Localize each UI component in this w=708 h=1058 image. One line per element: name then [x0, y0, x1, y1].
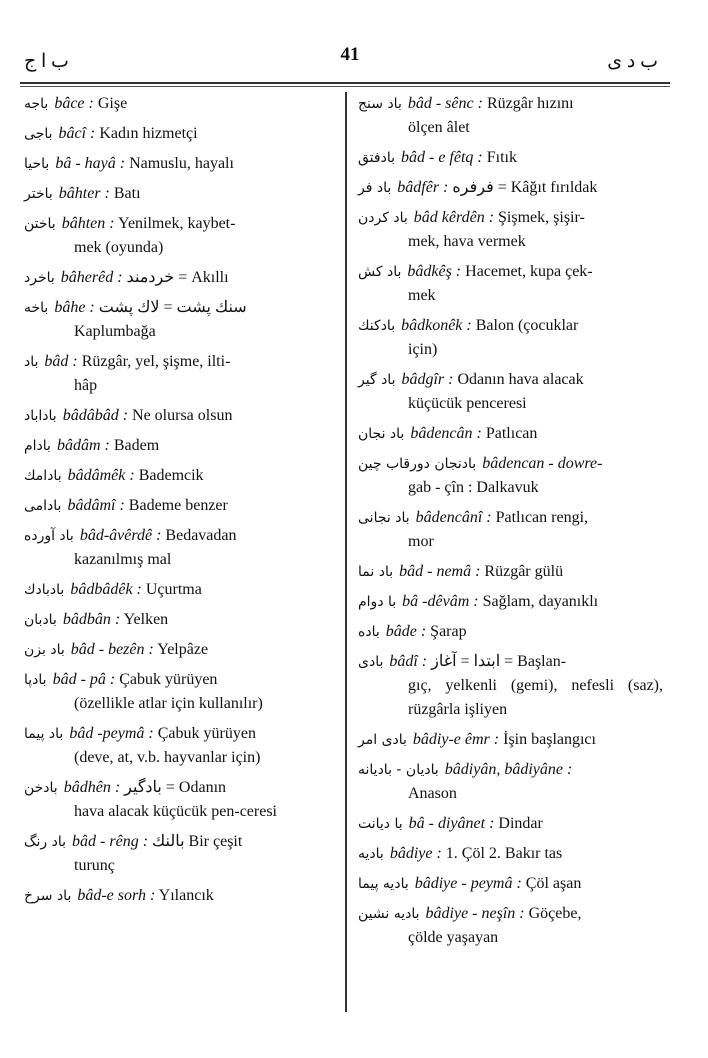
arabic-script-headword: با دیانت	[358, 816, 403, 832]
dictionary-entry	[358, 590, 663, 614]
transliterated-headword: bâ - hayâ :	[55, 155, 126, 172]
definition-continuation: için)	[408, 341, 438, 358]
definition: Rüzgâr, yel, şişme, ilti-	[81, 353, 231, 370]
definition: Bedavadan	[165, 527, 237, 544]
transliterated-headword: bâhter :	[58, 185, 110, 202]
definition: Uçurtma	[145, 581, 202, 598]
dictionary-entry	[24, 494, 336, 518]
transliterated-headword: bâd :	[44, 353, 78, 370]
dictionary-entry	[24, 608, 336, 632]
transliterated-headword: bâdencânî :	[415, 509, 492, 526]
dictionary-entry	[24, 404, 336, 428]
transliterated-headword: bâherêd :	[60, 269, 123, 286]
arabic-script-headword: باد بزن	[24, 642, 65, 658]
dictionary-entry	[24, 524, 336, 572]
transliterated-headword: bâdiy-e êmr :	[412, 731, 500, 748]
definition: Çabuk yürüyen	[119, 671, 218, 688]
transliterated-headword: bâdkonêk :	[401, 317, 472, 334]
transliterated-headword: bâd kêrdên :	[413, 209, 495, 226]
arabic-script-headword: بادیه نشین	[358, 906, 420, 922]
page-number: 41	[340, 44, 360, 65]
dictionary-entry	[24, 776, 336, 824]
transliterated-headword: bâd-âvêrdê :	[79, 527, 162, 544]
definition: Ne olursa olsun	[132, 407, 233, 424]
dictionary-entry	[24, 830, 336, 878]
definition: Fıtık	[486, 149, 517, 166]
column-divider	[345, 92, 347, 1012]
transliterated-headword: bâd - rêng :	[72, 833, 149, 850]
transliterated-headword: bâd - sênc :	[407, 95, 483, 112]
arabic-script-headword: بادیان - بادیانه	[358, 762, 439, 778]
dictionary-entry	[24, 152, 336, 176]
definition: ابتدا = آغاز = Başlan-	[431, 653, 567, 670]
dictionary-entry	[358, 422, 663, 446]
dictionary-entry	[24, 464, 336, 488]
definition-continuation: Kaplumbağa	[74, 323, 156, 340]
dictionary-entry	[358, 260, 663, 308]
dictionary-entry	[24, 434, 336, 458]
arabic-script-headword: بادفتق	[358, 150, 395, 166]
transliterated-headword: bâdencan - dowre-	[482, 455, 603, 472]
definition: خردمند = Akıllı	[126, 269, 229, 286]
definition: Dindar	[498, 815, 543, 832]
transliterated-headword: bâ - diyânet :	[408, 815, 495, 832]
transliterated-headword: bâdhên :	[63, 779, 121, 796]
dictionary-entry	[358, 560, 663, 584]
dictionary-entry	[24, 578, 336, 602]
definition: Şarap	[430, 623, 467, 640]
definition: Bademe benzer	[128, 497, 228, 514]
arabic-script-headword: بادکنك	[358, 318, 396, 334]
arabic-script-headword: بادخن	[24, 780, 58, 796]
transliterated-headword: bâdâbâd :	[62, 407, 129, 424]
definition: Göçebe,	[528, 905, 582, 922]
arabic-script-headword: باده	[358, 624, 380, 640]
arabic-script-headword: باخه	[24, 300, 49, 316]
definition: Patlıcan rengi,	[495, 509, 589, 526]
arabic-script-headword: بادیه پیما	[358, 876, 409, 892]
definition: Yılancık	[158, 887, 214, 904]
arabic-script-headword: باد آورده	[24, 528, 74, 544]
arabic-script-headword: بادی امر	[358, 732, 407, 748]
dictionary-entry	[358, 368, 663, 416]
transliterated-headword: bâd-e sorh :	[77, 887, 156, 904]
transliterated-headword: bâdgîr :	[401, 371, 454, 388]
dictionary-entry	[24, 182, 336, 206]
transliterated-headword: bâdencân :	[410, 425, 482, 442]
definition: Yelken	[123, 611, 169, 628]
dictionary-entry	[358, 176, 663, 200]
transliterated-headword: bâde :	[385, 623, 427, 640]
dictionary-entry	[358, 620, 663, 644]
definition-continuation: mor	[408, 533, 434, 550]
definition: Gişe	[97, 95, 128, 112]
transliterated-headword: bâdâmî :	[67, 497, 125, 514]
left-column	[24, 92, 336, 914]
definition: Rüzgâr hızını	[486, 95, 574, 112]
arabic-script-headword: باجه	[24, 96, 49, 112]
dictionary-entry	[24, 884, 336, 908]
arabic-script-headword: باد سنج	[358, 96, 402, 112]
definition-continuation: Anason	[408, 785, 457, 802]
transliterated-headword: bâd - pâ :	[52, 671, 116, 688]
header-rule	[20, 82, 670, 84]
transliterated-headword: bâd - e fêtq :	[401, 149, 483, 166]
dictionary-entry	[358, 452, 663, 500]
arabic-script-headword: بادبادك	[24, 582, 65, 598]
transliterated-headword: bâdiye - peymâ :	[414, 875, 522, 892]
arabic-script-headword: باد کش	[358, 264, 402, 280]
definition: بالنك Bir çeşit	[152, 833, 243, 850]
dictionary-entry	[358, 92, 663, 140]
page-header	[0, 0, 708, 90]
definition-continuation: hâp	[74, 377, 98, 394]
header-left-guide: ب ا ج	[24, 51, 69, 72]
right-column	[358, 92, 663, 956]
dictionary-entry	[358, 812, 663, 836]
arabic-script-headword: باد فر	[358, 180, 392, 196]
transliterated-headword: bâdâmêk :	[67, 467, 135, 484]
definition: Çöl aşan	[525, 875, 582, 892]
transliterated-headword: bâdbân :	[62, 611, 121, 628]
definition: Odanın hava alacak	[457, 371, 584, 388]
arabic-script-headword: بادامی	[24, 498, 62, 514]
definition: İşin başlangıcı	[503, 731, 596, 748]
definition-continuation: mek (oyunda)	[74, 239, 164, 256]
arabic-script-headword: باد	[24, 354, 39, 370]
transliterated-headword: bâdfêr :	[397, 179, 449, 196]
dictionary-entry	[24, 122, 336, 146]
definition-continuation: (özellikle atlar için kullanılır)	[74, 695, 263, 712]
arabic-script-headword: بادیه	[358, 846, 384, 862]
transliterated-headword: bâdî :	[389, 653, 428, 670]
dictionary-entry	[24, 92, 336, 116]
transliterated-headword: bâhten :	[61, 215, 115, 232]
transliterated-headword: bâdbâdêk :	[70, 581, 142, 598]
transliterated-headword: bâcî :	[58, 125, 96, 142]
dictionary-entry	[358, 650, 663, 722]
dictionary-entry	[358, 872, 663, 896]
definition: Badem	[113, 437, 160, 454]
transliterated-headword: bâdiye - neşîn :	[425, 905, 525, 922]
transliterated-headword: bâ -dêvâm :	[402, 593, 479, 610]
arabic-script-headword: باداباد	[24, 408, 57, 424]
definition: Namuslu, hayalı	[129, 155, 234, 172]
definition-continuation: turunç	[74, 857, 115, 874]
arabic-script-headword: باد نما	[358, 564, 394, 580]
arabic-script-headword: باختر	[24, 186, 53, 202]
arabic-script-headword: باد نجانی	[358, 510, 410, 526]
arabic-script-headword: بادپا	[24, 672, 47, 688]
definition: Hacemet, kupa çek-	[465, 263, 593, 280]
arabic-script-headword: بادبان	[24, 612, 57, 628]
transliterated-headword: bâdâm :	[56, 437, 110, 454]
transliterated-headword: bâhe :	[54, 299, 95, 316]
arabic-script-headword: باد سرخ	[24, 888, 72, 904]
dictionary-entry	[358, 758, 663, 806]
arabic-script-headword: باد کردن	[358, 210, 408, 226]
definition: فرفره = Kâğıt fırıldak	[452, 179, 598, 196]
dictionary-entry	[24, 668, 336, 716]
definition-continuation: ölçen âlet	[408, 119, 470, 136]
definition: Balon (çocuklar	[475, 317, 579, 334]
header-right-guide: ب د ى	[607, 51, 658, 72]
arabic-script-headword: باختن	[24, 216, 56, 232]
definition-continuation: gab - çîn : Dalkavuk	[408, 479, 539, 496]
definition-continuation: gıç, yelkenli (gemi), nefesli (saz), rüzgârla işliyen	[408, 677, 663, 718]
definition-continuation: hava alacak küçücük pen-ceresi	[74, 803, 277, 820]
definition: Patlıcan	[485, 425, 538, 442]
dictionary-entry	[24, 212, 336, 260]
dictionary-entry	[358, 314, 663, 362]
definition-continuation: mek, hava vermek	[408, 233, 526, 250]
dictionary-entry	[24, 350, 336, 398]
definition: Çabuk yürüyen	[157, 725, 256, 742]
dictionary-entry	[24, 722, 336, 770]
arabic-script-headword: بادنجان دورقاب چین	[358, 456, 477, 472]
definition: Rüzgâr gülü	[484, 563, 564, 580]
arabic-script-headword: باحیا	[24, 156, 50, 172]
dictionary-entry	[358, 206, 663, 254]
definition: Kadın hizmetçi	[99, 125, 198, 142]
arabic-script-headword: باد نجان	[358, 426, 405, 442]
arabic-script-headword: باد گیر	[358, 372, 396, 388]
definition: Yelpâze	[157, 641, 209, 658]
header-rule-thin	[20, 86, 670, 87]
arabic-script-headword: بادام	[24, 438, 51, 454]
definition-continuation: kazanılmış mal	[74, 551, 172, 568]
definition-continuation: çölde yaşayan	[408, 929, 499, 946]
definition: سنك پشت = لاك پشت	[98, 299, 247, 316]
definition: Yenilmek, kaybet-	[117, 215, 236, 232]
transliterated-headword: bâdiyân, bâdiyâne :	[444, 761, 573, 778]
arabic-script-headword: باد پیما	[24, 726, 64, 742]
arabic-script-headword: با دوام	[358, 594, 397, 610]
definition: Batı	[113, 185, 141, 202]
definition: 1. Çöl 2. Bakır tas	[445, 845, 563, 862]
definition: Bademcik	[138, 467, 204, 484]
dictionary-entry	[24, 638, 336, 662]
transliterated-headword: bâd - bezên :	[70, 641, 154, 658]
dictionary-entry	[358, 146, 663, 170]
dictionary-entry	[358, 728, 663, 752]
transliterated-headword: bâce :	[54, 95, 94, 112]
transliterated-headword: bâdiye :	[389, 845, 442, 862]
definition-continuation: küçücük penceresi	[408, 395, 527, 412]
dictionary-entry	[358, 506, 663, 554]
arabic-script-headword: باخرد	[24, 270, 55, 286]
definition: بادگیر = Odanın	[124, 779, 227, 796]
arabic-script-headword: بادی	[358, 654, 384, 670]
definition: Şişmek, şişir-	[498, 209, 585, 226]
dictionary-entry	[358, 902, 663, 950]
definition-continuation: mek	[408, 287, 436, 304]
definition: Sağlam, dayanıklı	[482, 593, 599, 610]
dictionary-entry	[24, 296, 336, 344]
arabic-script-headword: باجی	[24, 126, 53, 142]
definition-continuation: (deve, at, v.b. hayvanlar için)	[74, 749, 261, 766]
transliterated-headword: bâd - nemâ :	[399, 563, 481, 580]
dictionary-entry	[358, 842, 663, 866]
arabic-script-headword: بادامك	[24, 468, 62, 484]
arabic-script-headword: باد رنگ	[24, 834, 67, 850]
dictionary-entry	[24, 266, 336, 290]
transliterated-headword: bâdkêş :	[407, 263, 462, 280]
transliterated-headword: bâd -peymâ :	[69, 725, 154, 742]
